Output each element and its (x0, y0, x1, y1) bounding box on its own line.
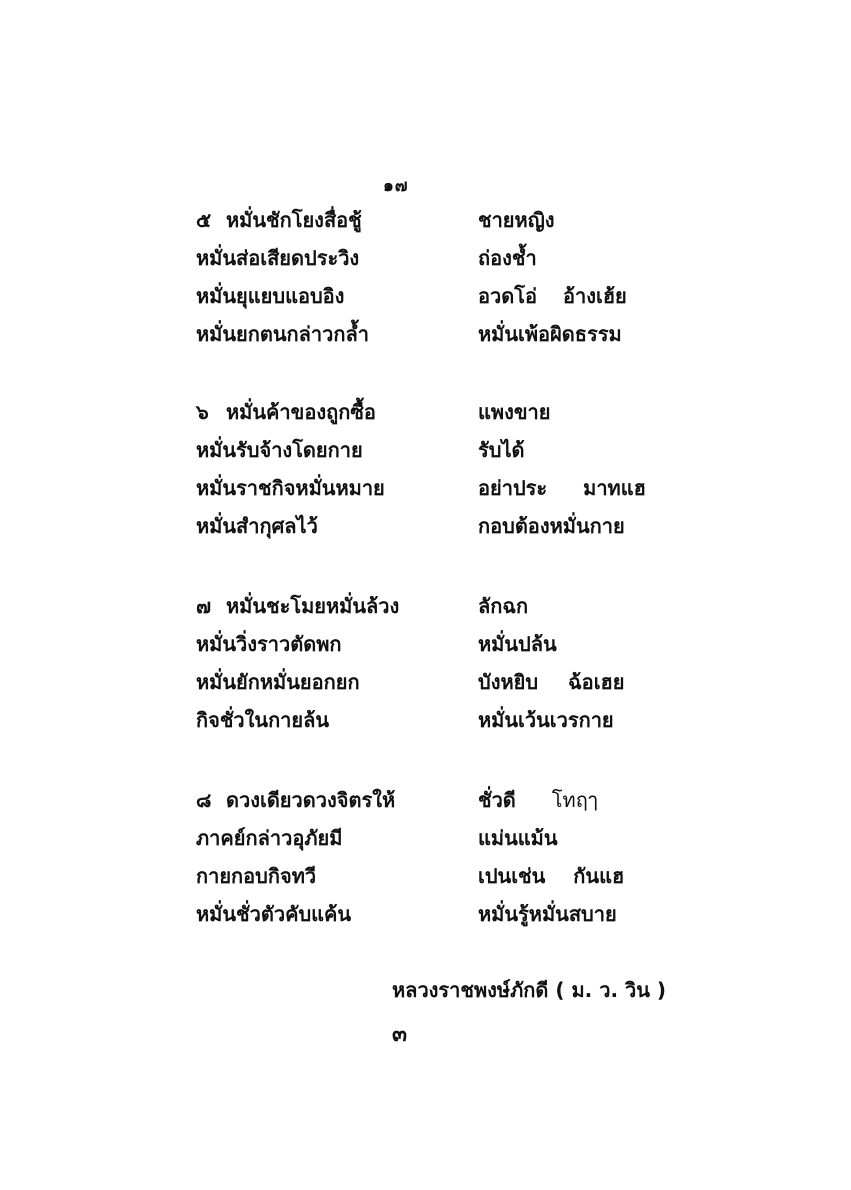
verse-right (478, 628, 557, 660)
verse-right (478, 472, 646, 504)
verse-right (478, 898, 617, 930)
verse-line (196, 510, 656, 548)
verse-right (478, 860, 624, 892)
verse-right-text: หมั่นเพ้อผิดธรรม (478, 322, 622, 346)
verse-right (478, 590, 528, 622)
verse-right (478, 318, 622, 350)
verse-right-text: ชั่วดี (478, 788, 516, 812)
verse-left: หมั่นยักหมั่นยอกยก (196, 670, 360, 694)
verse-right-text: รับได้ (478, 438, 525, 462)
verse-right-text: กันแฮ (573, 864, 625, 888)
verse-right-text: อ้างเฮ้ย (562, 284, 627, 308)
verse-right-text: ถ่องช้ำ (478, 246, 537, 270)
verse-right-text: บังหยิบ (478, 670, 539, 694)
verse-right-text: กอบต้องหมั่นกาย (478, 514, 625, 538)
verse-left: หมั่นชั่วตัวคับแค้น (196, 902, 352, 926)
verse-line (196, 472, 656, 510)
verse-left: หมั่นส่อเสียดประวิง (196, 246, 360, 270)
verse-line (196, 434, 656, 472)
page-number: ๑๗ (383, 176, 409, 196)
verse-right-text: แพงขาย (478, 400, 551, 424)
verse-right-text: มาทแฮ (583, 476, 646, 500)
verse-right-text: อวดโอ่ (478, 284, 537, 308)
stanza-number: ๕ (196, 208, 212, 232)
verse-left (196, 590, 399, 622)
verse-right (478, 704, 614, 736)
verse-right (478, 434, 524, 466)
verse-right-text: ชายหญิง (478, 208, 555, 232)
stanza-number: ๘ (196, 788, 212, 812)
verse-line (196, 704, 656, 742)
verse-left: กายกอบกิจทวี (196, 864, 317, 888)
stanza-number: ๗ (196, 594, 212, 618)
verse-line (196, 318, 656, 356)
stanza-6 (196, 396, 656, 548)
verse-right (478, 280, 627, 312)
footer-page-number: ๓ (392, 1022, 408, 1047)
verse-left: หมั่นวิ่งราวตัดพก (196, 632, 342, 656)
verse-line (196, 898, 656, 936)
verse-right-text: อย่าประ (478, 476, 548, 500)
verse-line (196, 590, 656, 628)
verse-right-text: เปนเช่น (478, 864, 546, 888)
verse-left: หมั่นรับจ้างโดยกาย (196, 438, 363, 462)
verse-left: กิจชั่วในกายล้น (196, 708, 330, 732)
verse-right (478, 242, 537, 274)
author-attribution: หลวงราชพงษ์ภักดี ( ม. ว. วิน ) (392, 978, 667, 1002)
verse-right-text: หมั่นรู้หมั่นสบาย (478, 902, 617, 926)
verse-line (196, 242, 656, 280)
verse-left-text: หมั่นค้าของถูกซื้อ (226, 400, 376, 424)
verse-left: หมั่นราชกิจหมั่นหมาย (196, 476, 385, 500)
verse-line (196, 204, 656, 242)
verse-left (196, 204, 362, 236)
verse-line (196, 280, 656, 318)
verse-left-text: หมั่นชักโยงสื่อชู้ (226, 208, 362, 232)
verse-right-text: ฉ้อเฮย (568, 670, 625, 694)
verse-right-text: หมั่นเว้นเวรกาย (478, 708, 614, 732)
verse-left: หมั่นยกตนกล่าวกล้ำ (196, 322, 369, 346)
verse-left-text: หมั่นชะโมยหมั่นล้วง (226, 594, 400, 618)
stanza-8 (196, 784, 656, 936)
stanza-7 (196, 590, 656, 742)
verse-left (196, 396, 376, 428)
verse-right (478, 396, 550, 428)
verse-right-text: ลักฉก (478, 594, 529, 618)
verse-line (196, 666, 656, 704)
verse-left: ภาคย์กล่าวอุภัยมี (196, 826, 343, 850)
verse-left: หมั่นยุแยบแอบอิง (196, 284, 345, 308)
verse-line (196, 822, 656, 860)
verse-line (196, 628, 656, 666)
verse-line (196, 860, 656, 898)
verse-right (478, 822, 558, 854)
verse-line (196, 396, 656, 434)
verse-right (478, 510, 625, 542)
verse-right (478, 666, 624, 698)
verse-right-text: โทฤๅ (551, 788, 598, 812)
verse-left-text: ดวงเดียวดวงจิตรให้ (226, 788, 396, 812)
stanza-5 (196, 204, 656, 356)
stanza-number: ๖ (196, 400, 209, 424)
verse-right-text: แม่นแม้น (478, 826, 558, 850)
verse-right (478, 784, 598, 816)
verse-line (196, 784, 656, 822)
verse-left (196, 784, 395, 816)
verse-left: หมั่นสำกุศลไว้ (196, 514, 318, 538)
verse-right-text: หมั่นปล้น (478, 632, 557, 656)
verse-right (478, 204, 555, 236)
